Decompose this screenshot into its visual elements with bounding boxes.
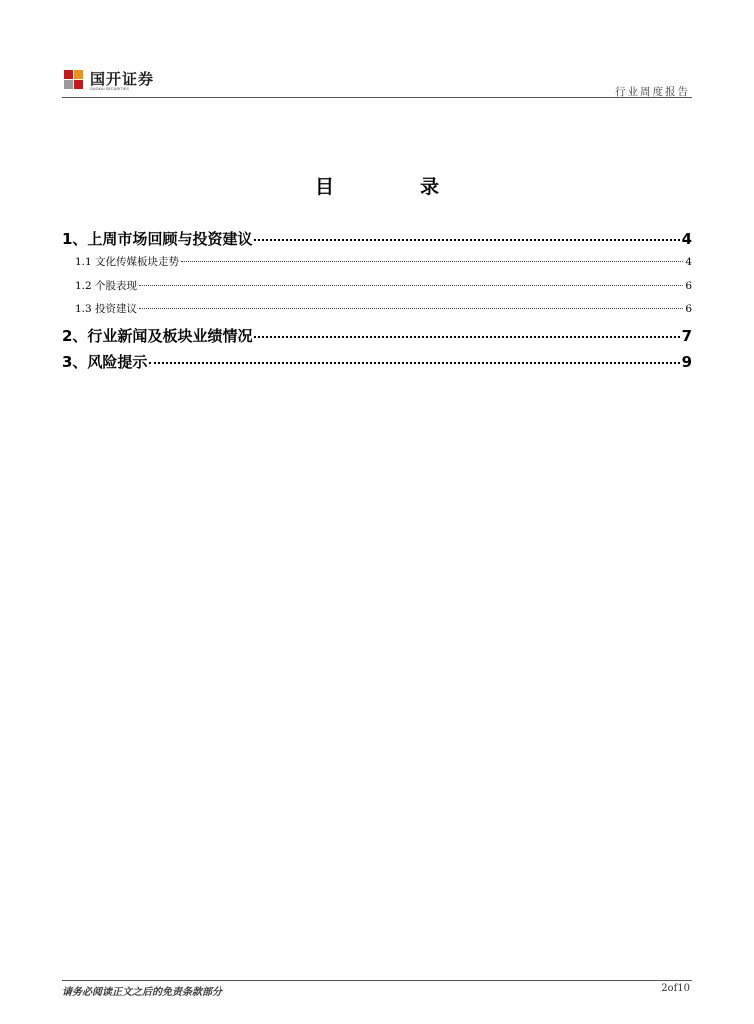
toc-leader-dots (139, 285, 683, 286)
page-indicator: 2of10 (661, 983, 690, 994)
disclaimer-note: 请务必阅读正文之后的免责条款部分 (62, 987, 222, 998)
toc-entry-title: 3、风险提示 (62, 352, 148, 371)
toc-entry[interactable] (62, 351, 692, 377)
logo-name-cn: 国开证券 (90, 70, 155, 88)
logo-mark-icon (64, 70, 84, 90)
toc-entry[interactable] (62, 278, 692, 302)
toc-entry-page: 9 (681, 352, 692, 371)
toc-entry-page: 4 (685, 256, 692, 268)
toc-leader-dots (254, 239, 679, 241)
report-type: 行业周度报告 (615, 86, 690, 98)
toc-leader-dots (139, 308, 683, 309)
toc-entry[interactable] (62, 228, 692, 254)
toc-entry-title: 1、上周市场回顾与投资建议 (62, 230, 253, 248)
toc-entry-title: 1.2 个股表现 (75, 279, 138, 292)
toc-entry-title: 1.1 文化传媒板块走势 (75, 256, 180, 268)
toc-entry-page: 6 (685, 303, 692, 315)
table-of-contents (62, 228, 692, 377)
toc-entry-page: 4 (681, 230, 692, 248)
toc-title: 目录 (314, 176, 525, 198)
toc-entry[interactable] (62, 254, 692, 278)
toc-leader-dots (254, 336, 679, 338)
toc-leader-dots (149, 362, 679, 364)
logo-name-en: GUOKAI SECURITIES (90, 87, 129, 91)
toc-leader-dots (181, 261, 683, 262)
toc-entry[interactable] (62, 301, 692, 325)
footer-divider (62, 980, 692, 981)
toc-entry-page: 7 (681, 326, 692, 345)
toc-entry[interactable] (62, 325, 692, 351)
toc-entry-title: 1.3 投资建议 (75, 303, 138, 315)
company-logo (64, 70, 174, 92)
toc-entry-page: 6 (685, 279, 692, 292)
header-divider (62, 97, 692, 98)
toc-entry-title: 2、行业新闻及板块业绩情况 (62, 326, 253, 345)
